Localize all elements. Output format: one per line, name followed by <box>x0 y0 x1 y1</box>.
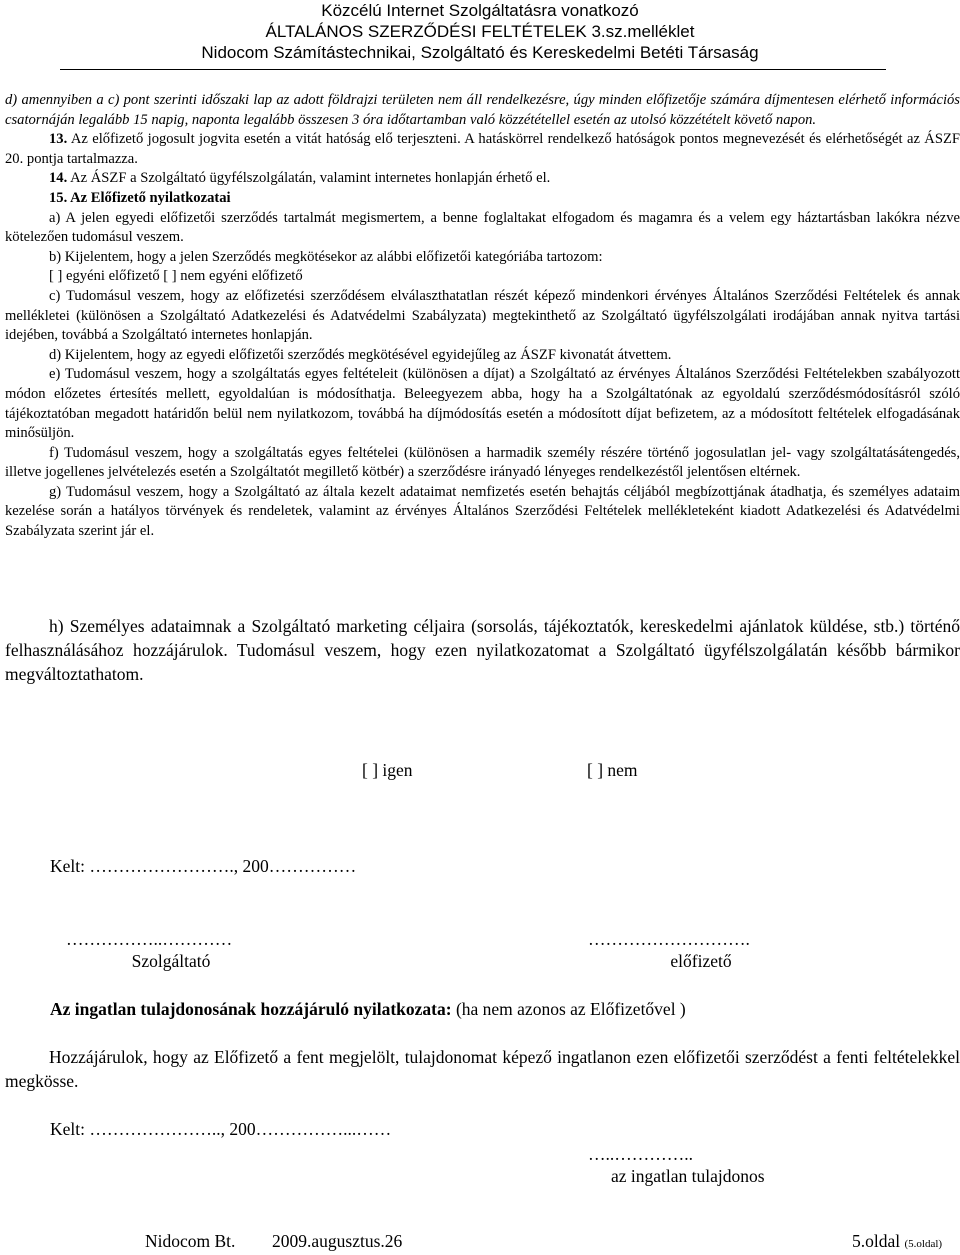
header-divider <box>60 69 886 70</box>
owner-consent-block <box>5 1045 960 1093</box>
document-header <box>0 0 960 63</box>
paragraph-13 <box>5 130 960 169</box>
owner-date-line: Kelt: ………………….., 200……………...…… <box>50 1119 392 1139</box>
signature-label-subscriber: előfizető <box>670 951 732 971</box>
owner-consent-text: Hozzájárulok, hogy az Előfizető a fent megjelölt, tulajdonomat képező ingatlanon ezen előfizetői szerződést a fenti feltételekkel megkösse. <box>5 1047 960 1091</box>
header-line-1: Közcélú Internet Szolgáltatásra vonatkozó <box>321 1 639 20</box>
owner-statement-title <box>50 998 686 1020</box>
signature-date-line: Kelt: ……………………., 200…………… <box>50 856 357 876</box>
paragraph-15-d: d) Kijelentem, hogy az egyedi előfizetői szerződés megkötésével egyidejűleg az ÁSZF kivonatát átvettem. <box>49 346 672 363</box>
choice-igen[interactable]: [ ] igen <box>362 760 413 780</box>
header-line-2: ÁLTALÁNOS SZERZŐDÉSI FELTÉTELEK 3.sz.melléklet <box>265 22 695 41</box>
paragraph-15-e: e) Tudomásul veszem, hogy a szolgáltatás egyes feltételeit (különösen a díjat) a Szolgáltató az érvényes Általános Szerződési Feltételekben szabályozott módon előzetes értesítés mellett, egyoldalúan is módosíthatja. Beleegyezem abba, hogy ha a Szolgáltatónak az egyoldalú szerződésmódosításról szóló tájékoztatóban megadott határidőn belül nem nyilatkozom, továbbá ha díjmódosítás esetén a módosított díjat befizetem, az a módosított feltételek elfogadásának minősüljön. <box>5 366 960 442</box>
paragraph-15-h: h) Személyes adataimnak a Szolgáltató marketing céljaira (sorsolás, tájékoztatók, kereskedelmi ajánlatok küldése, stb.) történő felhasználásához hozzájárulok. Tudomásul veszem, hogy ezen nyilatkozatomat a Szolgáltató ügyfélszolgálatán később bármikor megváltoztathatom. <box>5 616 960 684</box>
paragraph-15-title: 15. Az Előfizető nyilatkozatai <box>49 189 231 206</box>
footer-page-number: 5.oldal <box>852 1231 901 1251</box>
signature-dots-subscriber: ………………………. <box>588 929 750 949</box>
paragraph-14-number: 14. <box>49 170 68 187</box>
header-line-3: Nidocom Számítástechnikai, Szolgáltató és Kereskedelmi Betéti Társaság <box>201 43 759 62</box>
paragraph-d-italic: d) amennyiben a c) pont szerinti időszaki lap az adott földrajzi területen nem áll rendelkezésre, úgy minden előfizetője számára díjmentesen elérhető információs csatornáján legalább 15 napig, naponta legalább összesen 3 óra időtartamban való közzététellel esetén az utolsó közzétételt követő napon. <box>5 92 960 128</box>
paragraph-14-text: Az ÁSZF a Szolgáltató ügyfélszolgálatán, valamint internetes honlapján érhető el. <box>67 170 551 187</box>
footer-page-small: (5.oldal) <box>904 1238 943 1250</box>
signature-label-provider: Szolgáltató <box>131 951 211 971</box>
choice-nem[interactable]: [ ] nem <box>587 760 638 780</box>
paragraph-13-number: 13. <box>49 131 68 148</box>
footer-page <box>852 1230 942 1255</box>
owner-statement-title-bold: Az ingatlan tulajdonosának hozzájáruló nyilatkozata: <box>50 999 452 1019</box>
paragraph-15-b-options: [ ] egyéni előfizető [ ] nem egyéni előfizető <box>49 268 303 285</box>
owner-statement-title-rest: (ha nem azonos az Előfizetővel ) <box>451 999 686 1019</box>
paragraph-15-f: f) Tudomásul veszem, hogy a szolgáltatás egyes feltételei (különösen a harmadik személy részére történő jogosulatlan jel- vagy szolgáltatásátengedés, illetve jogellenes jelvételezés esetén a Szolgáltatót megillető kötbér) a szerződésre irányadó lényeges rendelkezéstől jelentősen eltérnek. <box>5 444 960 481</box>
paragraph-14 <box>5 169 960 189</box>
signature-dots-provider: ……………..………… <box>66 929 233 949</box>
paragraph-15-c: c) Tudomásul veszem, hogy az előfizetési szerződésem elválaszthatatlan részét képező mindenkori érvényes Általános Szerződési Feltételek és annak mellékletei (különösen a Szolgáltató Adatkezelési és Adatvédelmi Szabályzata) megtekinthető az Szolgáltató ügyfélszolgálati irodájában annak nyitva tartási idejében, továbbá a Szolgáltató internetes honlapján. <box>5 287 960 344</box>
paragraph-15-g: g) Tudomásul veszem, hogy a Szolgáltató az általa kezelt adataimat nemfizetés esetén behajtás céljából megbízottjának átadhatja, és személyes adataim kezelése során a hatályos törvények és rendeletek, valamint az érvényes Általános Szerződési Feltételek mellékleteként kiadott Adatkezelési és Adatvédelmi Szabályzata szerint jár el. <box>5 483 960 540</box>
paragraph-15-a: a) A jelen egyedi előfizetői szerződés tartalmát megismertem, a benne foglaltakat elfogadom és magamra és a velem egy háztartásban lakókra nézve kötelezően tudomásul veszem. <box>5 209 960 246</box>
paragraph-13-text: Az előfizető jogosult jogvita esetén a vitát hatóság elő terjeszteni. A hatáskörrel rendelkező hatóságok pontos megnevezését és elérhetőségét az ÁSZF 20. pontja tartalmazza. <box>5 131 960 167</box>
paragraph-15-h-block <box>5 614 960 686</box>
footer-company: Nidocom Bt. <box>145 1231 236 1251</box>
footer-date: 2009.augusztus.26 <box>272 1231 403 1251</box>
owner-signature-label: az ingatlan tulajdonos <box>611 1166 765 1186</box>
paragraph-15-b: b) Kijelentem, hogy a jelen Szerződés megkötésekor az alábbi előfizetői kategóriába tartozom: <box>49 248 603 265</box>
owner-signature-dots: …..………….. <box>588 1144 693 1164</box>
contract-body <box>5 91 960 542</box>
